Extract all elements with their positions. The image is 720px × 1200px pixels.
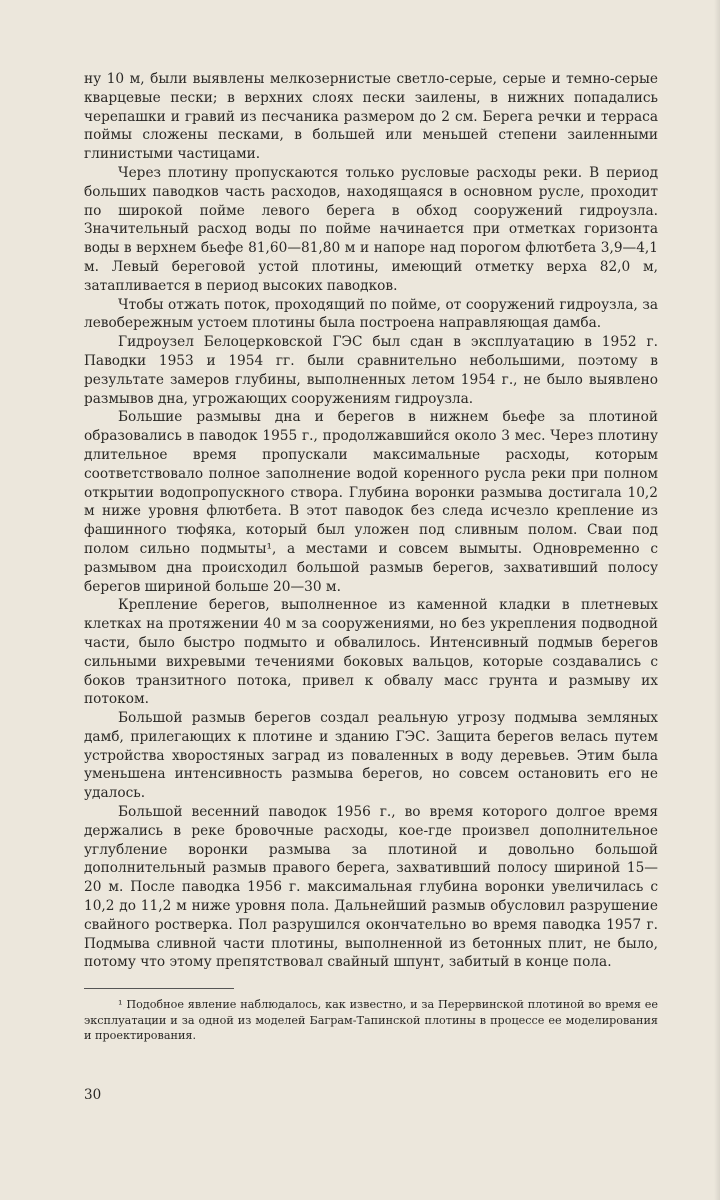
paragraph-2: Через плотину пропускаются только русловые расходы реки. В период больших паводков часть расходов, находящаяся в основном русле, проходит по широкой пойме левого берега в обход сооружений гидроузла. Значительный расход воды по пойме начинается при отметках горизонта воды в верхнем бьефе 81,60—81,80 м и напоре над порогом флютбета 3,9—4,1 м. Левый береговой устой плотины, имеющий отметку верха 82,0 м, затапливается в период высоких паводков. — [84, 164, 658, 294]
paragraph-1: ну 10 м, были выявлены мелкозернистые светло-серые, серые и темно-серые кварцевые пески; в верхних слоях пески заилены, в нижних попадались черепашки и гравий из песчаника размером до 2 см. Берега речки и терраса поймы сложены песками, в большей или меньшей степени заиленными глинистыми частицами. — [84, 71, 658, 163]
paragraph-6: Крепление берегов, выполненное из каменной кладки в плетневых клетках на протяжении 40 м за сооружениями, но без укрепления подводной части, было быстро подмыто и обвалилось. Интенсивный подмыв берегов сильными вихревыми течениями боковых вальцов, которые создавались с боков транзитного потока, привел к обвалу масс грунта и размыву их потоком. — [84, 597, 658, 708]
paragraph-5: Большие размывы дна и берегов в нижнем бьефе за плотиной образовались в паводок 1955 г., продолжавшийся около 3 мес. Через плотину длительное время пропускали максимальные расходы, которым соответствовало полное заполнение водой коренного русла реки при полном открытии водопропускного створа. Глубина воронки размыва достигала 10,2 м ниже уровня флютбета. В этот паводок без следа исчезло крепление из фашинного тюфяка, который был уложен под сливным полом. Сваи под полом сильно подмыты¹, а местами и совсем вымыты. Одновременно с размывом дна происходил большой размыв берегов, захвативший полосу берегов шириной больше 20—30 м. — [84, 409, 658, 595]
paragraph-3: Чтобы отжать поток, проходящий по пойме, от сооружений гидроузла, за левобережным устоем плотины была построена направляющая дамба. — [84, 296, 658, 332]
page-number: 30 — [84, 1087, 102, 1103]
paragraph-7: Большой размыв берегов создал реальную угрозу подмыва земляных дамб, прилегающих к плотине и зданию ГЭС. Защита берегов велась путем устройства хворостяных заград из поваленных в воду деревьев. Этим была уменьшена интенсивность размыва берегов, но совсем остановить его не удалось. — [84, 710, 658, 802]
body-text — [84, 70, 658, 972]
footnote: ¹ Подобное явление наблюдалось, как известно, и за Перервинской плотиной во время ее эксплуатации и за одной из моделей Баграм-Тапинской плотины в процессе ее моделирования и проектирования. — [84, 998, 658, 1043]
footnote-divider — [84, 988, 234, 989]
paragraph-8: Большой весенний паводок 1956 г., во время которого долгое время держались в реке бровочные расходы, кое-где произвел дополнительное углубление воронки размыва за плотиной и довольно большой дополнительный размыв правого берега, захвативший полосу шириной 15—20 м. После паводка 1956 г. максимальная глубина воронки увеличилась с 10,2 до 11,2 м ниже уровня пола. Дальнейший размыв обусловил разрушение свайного ростверка. Пол разрушился окончательно во время паводка 1957 г. Подмыва сливной части плотины, выполненной из бетонных плит, не было, потому что этому препятствовал свайный шпунт, забитый в конце пола. — [84, 804, 658, 971]
page-edge-shadow — [714, 0, 720, 1200]
paragraph-4: Гидроузел Белоцерковской ГЭС был сдан в эксплуатацию в 1952 г. Паводки 1953 и 1954 гг. были сравнительно небольшими, поэтому в результате замеров глубины, выполненных летом 1954 г., не было выявлено размывов дна, угрожающих сооружениям гидроузла. — [84, 334, 658, 407]
